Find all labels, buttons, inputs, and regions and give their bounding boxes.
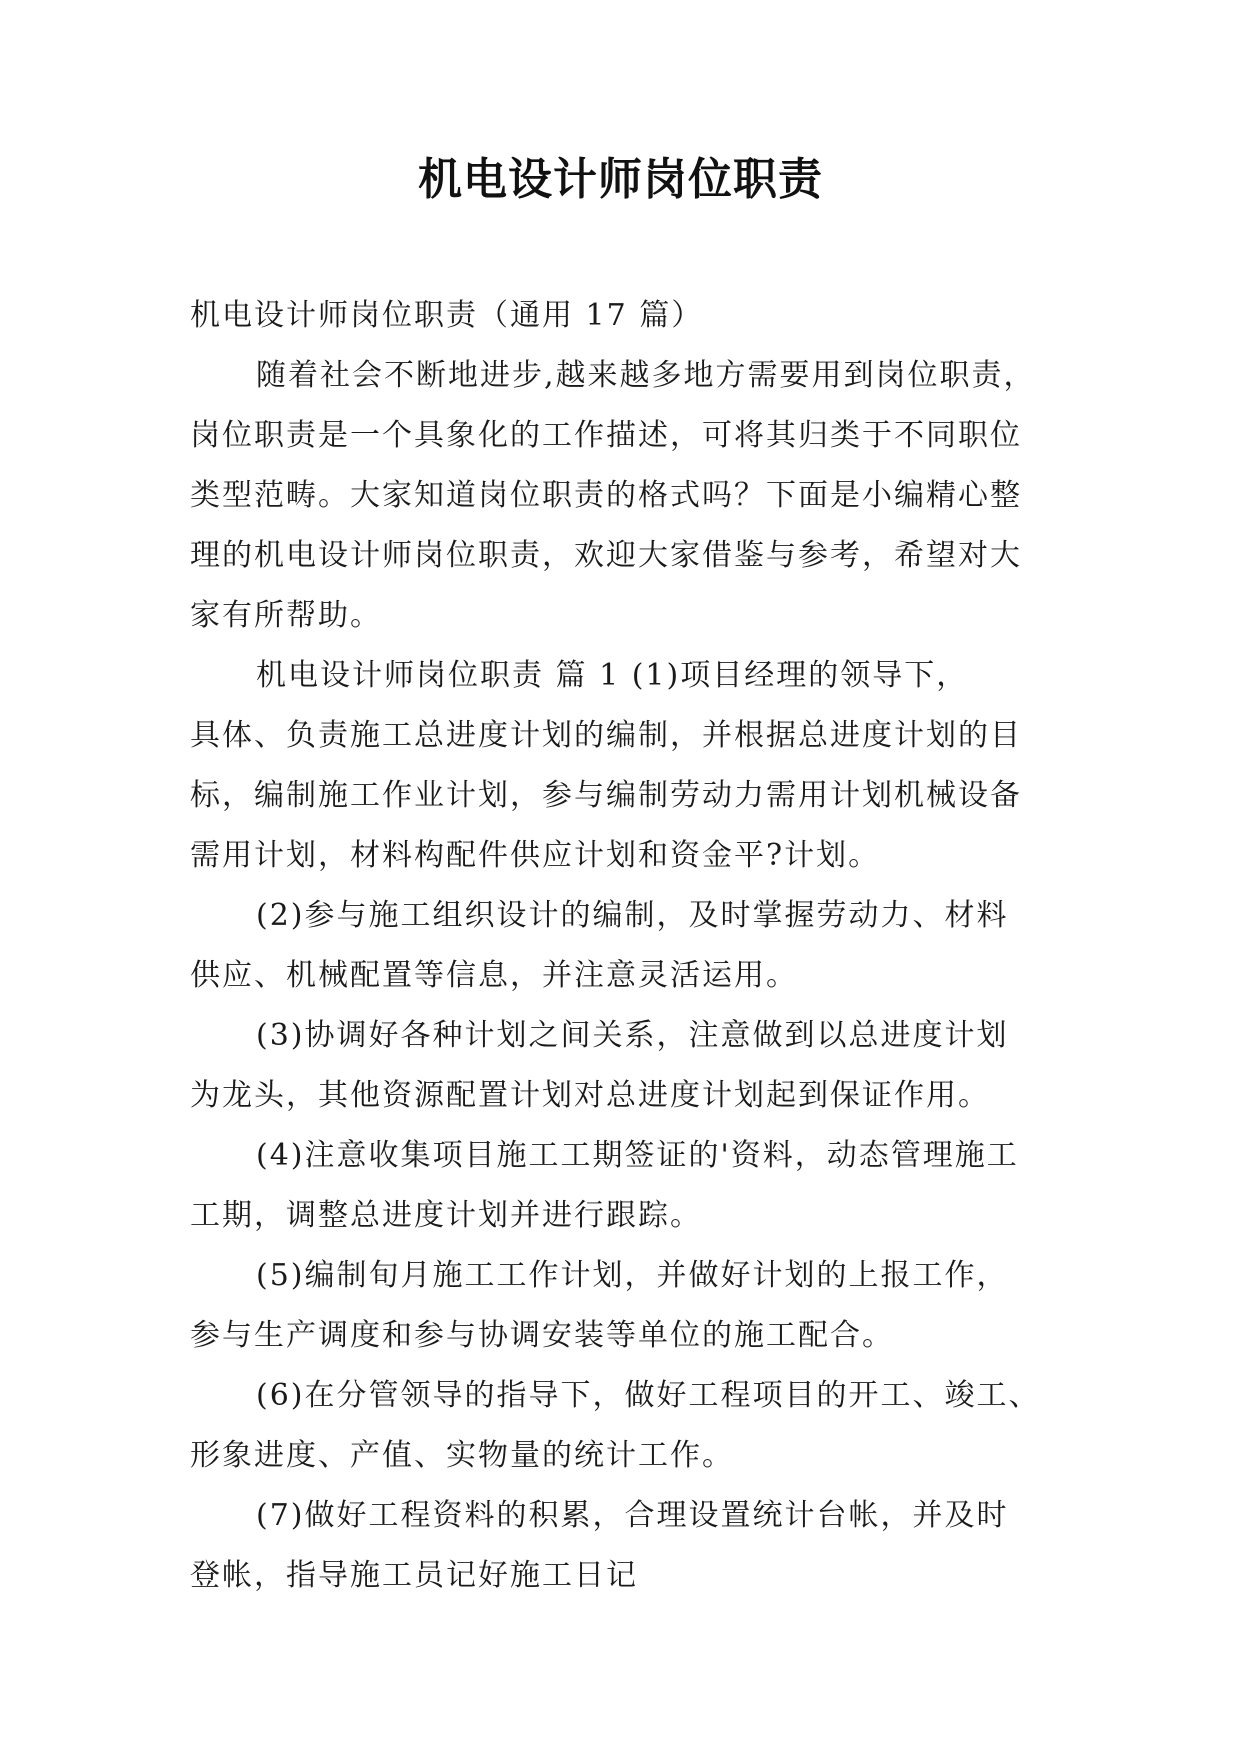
item-7-line-2: 登帐，指导施工员记好施工日记 bbox=[190, 1558, 638, 1593]
item-5-line-1: (5)编制旬月施工工作计划，并做好计划的上报工作， bbox=[256, 1258, 1009, 1293]
item-6-line-2: 形象进度、产值、实物量的统计工作。 bbox=[190, 1438, 734, 1473]
section-1-line-2: 具体、负责施工总进度计划的编制，并根据总进度计划的目 bbox=[190, 718, 1022, 753]
item-7-line-1: (7)做好工程资料的积累，合理设置统计台帐，并及时 bbox=[256, 1498, 1009, 1533]
section-1-line-3: 标，编制施工作业计划，参与编制劳动力需用计划机械设备 bbox=[190, 778, 1022, 813]
item-6-line-1: (6)在分管领导的指导下，做好工程项目的开工、竣工、 bbox=[256, 1378, 1041, 1413]
subtitle-line: 机电设计师岗位职责（通用 17 篇） bbox=[190, 298, 704, 333]
item-3-line-1: (3)协调好各种计划之间关系，注意做到以总进度计划 bbox=[256, 1018, 1009, 1053]
document-body bbox=[190, 286, 1070, 1606]
intro-line-2: 岗位职责是一个具象化的工作描述，可将其归类于不同职位 bbox=[190, 418, 1022, 453]
section-1-line-1: 机电设计师岗位职责 篇 1 (1)项目经理的领导下， bbox=[256, 658, 969, 693]
item-2-line-1: (2)参与施工组织设计的编制，及时掌握劳动力、材料 bbox=[256, 898, 1009, 933]
intro-line-1: 随着社会不断地进步,越来越多地方需要用到岗位职责， bbox=[256, 358, 1036, 393]
item-4-line-2: 工期，调整总进度计划并进行跟踪。 bbox=[190, 1198, 702, 1233]
section-1-line-4: 需用计划，材料构配件供应计划和资金平?计划。 bbox=[190, 838, 881, 873]
item-5-line-2: 参与生产调度和参与协调安装等单位的施工配合。 bbox=[190, 1318, 894, 1353]
intro-line-3: 类型范畴。大家知道岗位职责的格式吗？下面是小编精心整 bbox=[190, 478, 1022, 513]
document-title: 机电设计师岗位职责 bbox=[418, 154, 823, 205]
item-2-line-2: 供应、机械配置等信息，并注意灵活运用。 bbox=[190, 958, 798, 993]
item-3-line-2: 为龙头，其他资源配置计划对总进度计划起到保证作用。 bbox=[190, 1078, 990, 1113]
intro-line-5: 家有所帮助。 bbox=[190, 598, 382, 633]
intro-line-4: 理的机电设计师岗位职责，欢迎大家借鉴与参考，希望对大 bbox=[190, 538, 1022, 573]
item-4-line-1: (4)注意收集项目施工工期签证的'资料，动态管理施工 bbox=[256, 1138, 1019, 1173]
